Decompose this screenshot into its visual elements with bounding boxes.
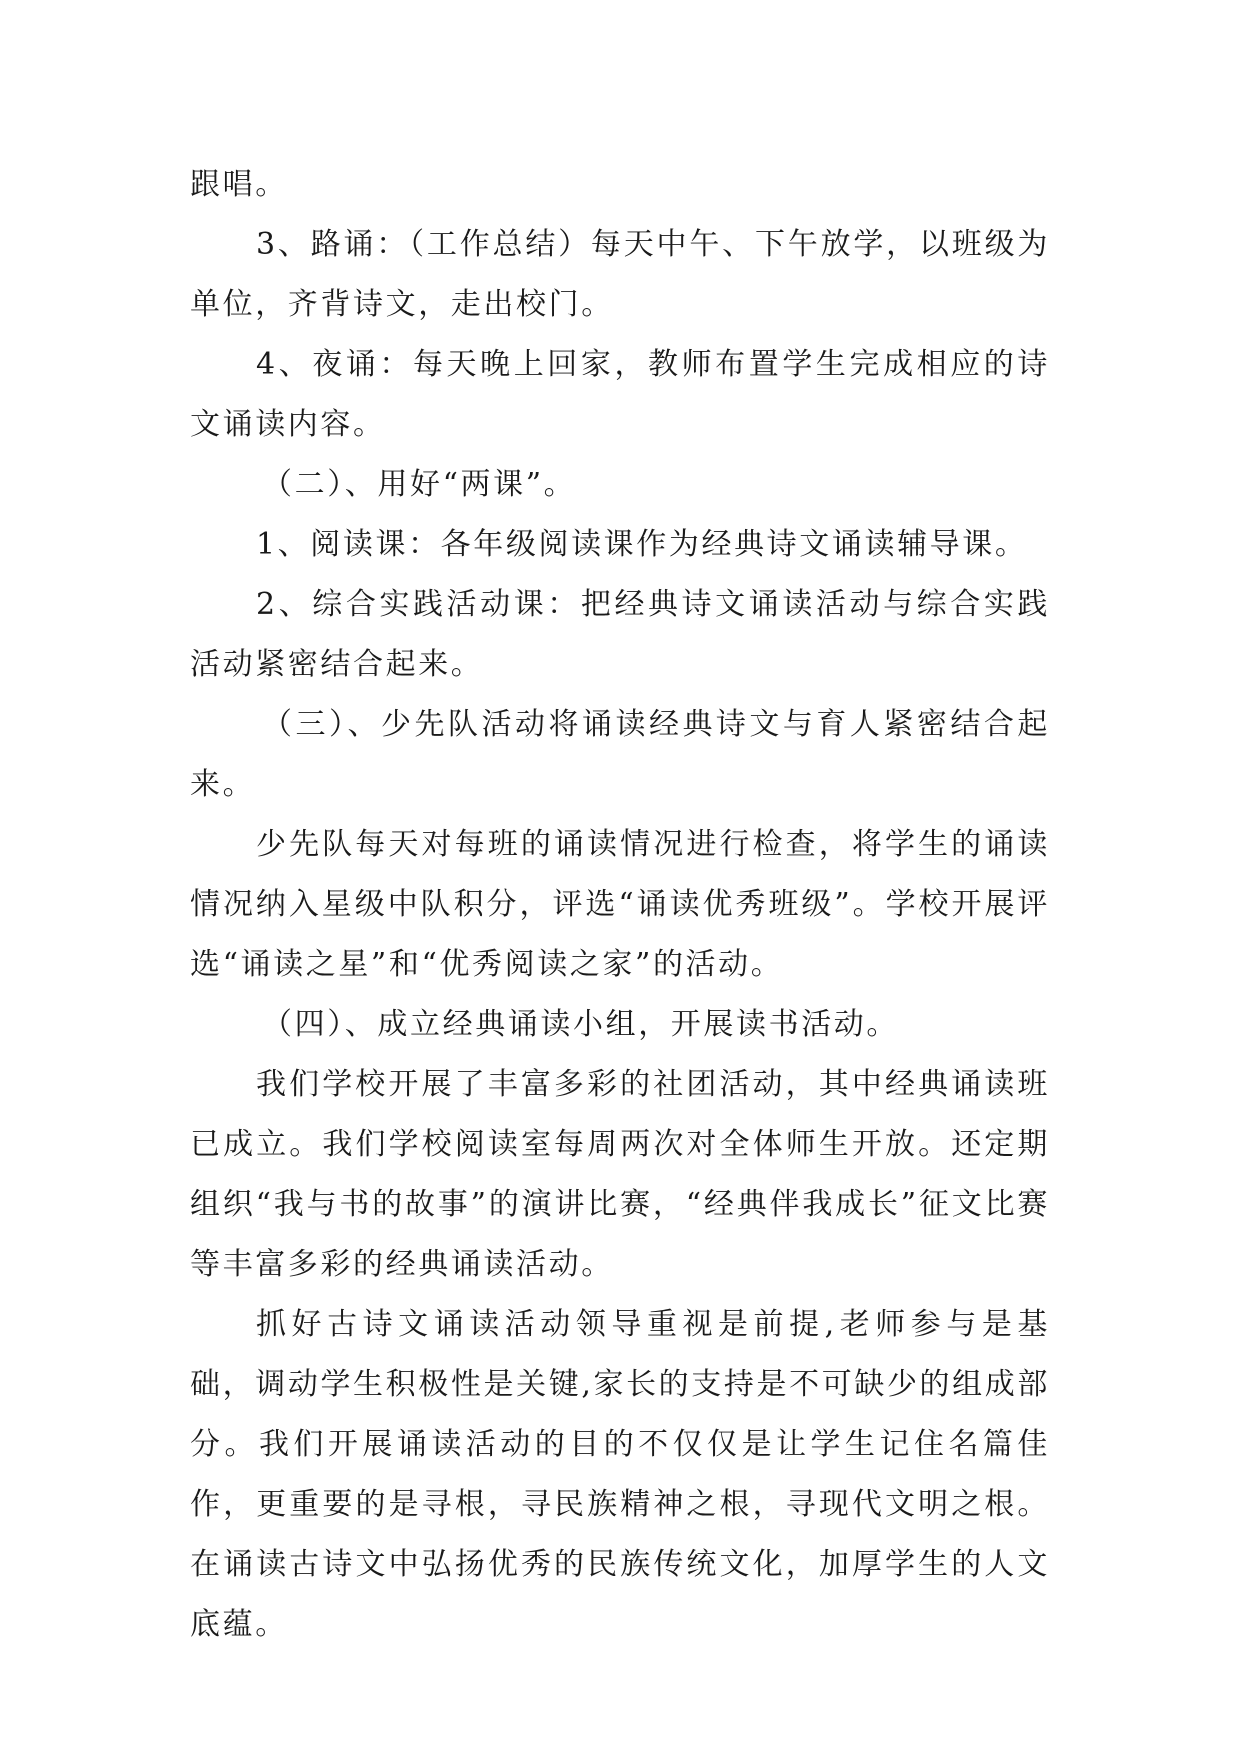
paragraph: 跟唱。 <box>190 167 288 202</box>
paragraph-item-2: 2、综合实践活动课：把经典诗文诵读活动与综合实践活动紧密结合起来。 <box>190 587 1050 682</box>
section-heading-2: （二）、用好“两课”。 <box>262 467 577 502</box>
paragraph-item-3: 3、路诵：（工作总结）每天中午、下午放学，以班级为单位，齐背诗文，走出校门。 <box>190 227 1050 322</box>
document-body <box>190 155 1050 1655</box>
section-heading-4: （四）、成立经典诵读小组，开展读书活动。 <box>262 1007 899 1042</box>
paragraph: 抓好古诗文诵读活动领导重视是前提,老师参与是基础，调动学生积极性是关键,家长的支持是不可缺少的组成部分。我们开展诵读活动的目的不仅仅是让学生记住名篇佳作，更重要的是寻根，寻民族精神之根，寻现代文明之根。在诵读古诗文中弘扬优秀的民族传统文化，加厚学生的人文底蕴。 <box>190 1307 1050 1642</box>
section-heading-3: （三）、少先队活动将诵读经典诗文与育人紧密结合起来。 <box>190 707 1050 802</box>
paragraph: 少先队每天对每班的诵读情况进行检查，将学生的诵读情况纳入星级中队积分，评选“诵读优秀班级”。学校开展评选“诵读之星”和“优秀阅读之家”的活动。 <box>190 827 1050 982</box>
paragraph: 我们学校开展了丰富多彩的社团活动，其中经典诵读班已成立。我们学校阅读室每周两次对全体师生开放。还定期组织“我与书的故事”的演讲比赛，“经典伴我成长”征文比赛等丰富多彩的经典诵读活动。 <box>190 1067 1050 1282</box>
paragraph-item-1: 1、阅读课：各年级阅读课作为经典诗文诵读辅导课。 <box>256 527 1028 562</box>
paragraph-item-4: 4、夜诵：每天晚上回家，教师布置学生完成相应的诗文诵读内容。 <box>190 347 1050 442</box>
